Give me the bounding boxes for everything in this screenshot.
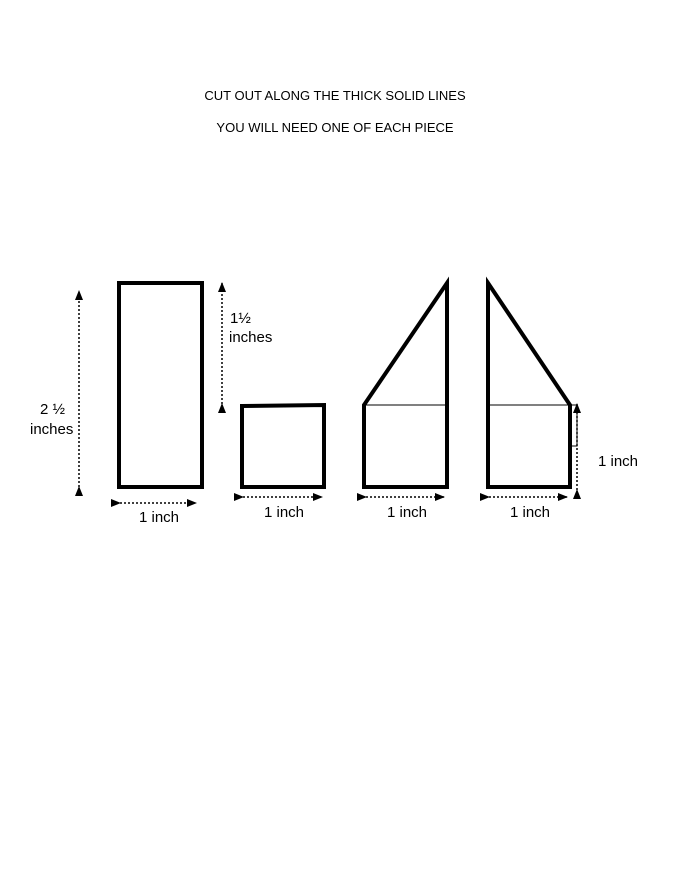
tall-height-label-line2: inches xyxy=(30,421,74,438)
tall-height-label-line1: 2 ½ xyxy=(40,401,66,418)
instruction-cut-out: CUT OUT ALONG THE THICK SOLID LINES xyxy=(204,88,466,103)
upper-height-label-line1: 1½ xyxy=(230,310,251,327)
base-height-label: 1 inch xyxy=(598,453,639,470)
instruction-one-of-each: YOU WILL NEED ONE OF EACH PIECE xyxy=(216,120,454,135)
right-wedge-piece xyxy=(488,283,570,487)
square-width-label: 1 inch xyxy=(264,504,305,521)
left-wedge-piece xyxy=(364,283,447,487)
upper-height-label-line2: inches xyxy=(229,329,273,346)
right-wedge-width-label: 1 inch xyxy=(510,504,551,521)
tall-width-label: 1 inch xyxy=(139,509,180,526)
left-wedge-width-label: 1 inch xyxy=(387,504,428,521)
square-piece xyxy=(242,405,324,487)
tall-rectangle-piece xyxy=(119,283,202,487)
